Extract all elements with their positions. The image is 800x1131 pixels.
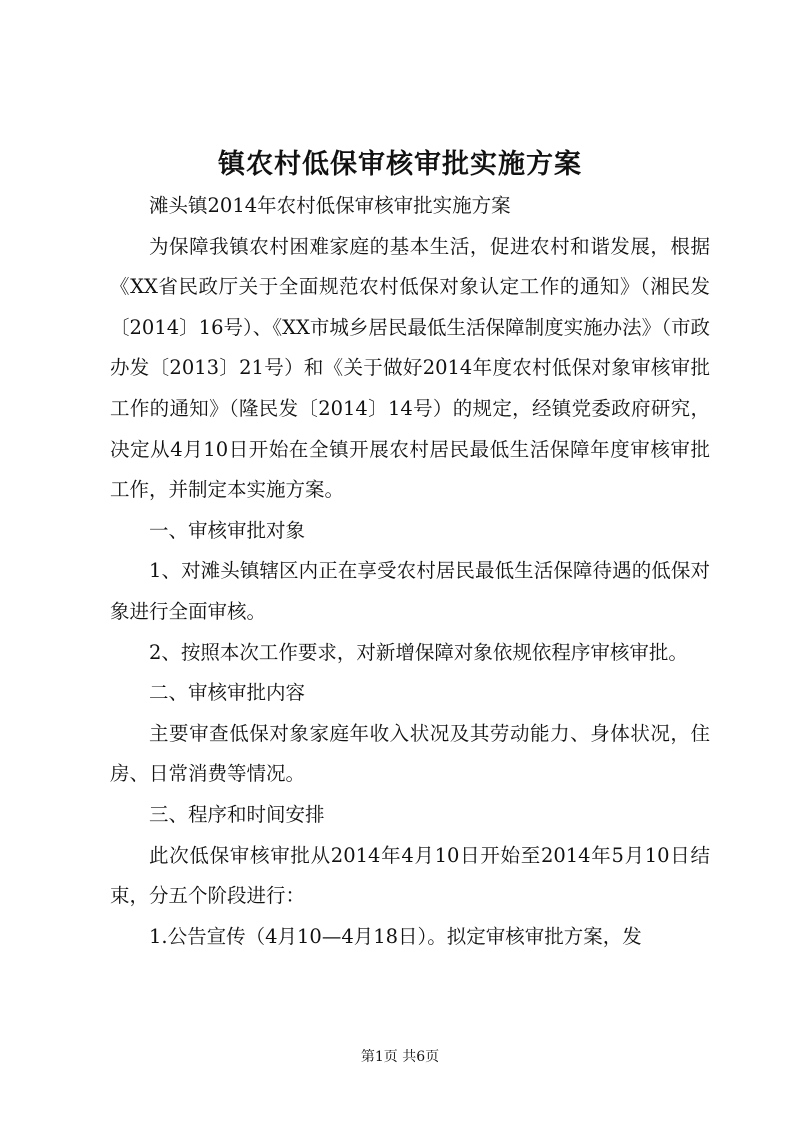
section-heading-1: 一、审核审批对象 [149,518,306,542]
paragraph-item-1: 1、对滩头镇辖区内正在享受农村居民最低生活保障待遇的低保对象进行全面审核。 [110,559,710,623]
section-heading-2: 二、审核审批内容 [149,681,306,705]
document-body [110,186,710,957]
paragraph-phase-1: 1.公告宣传（4月10—4月18日）。拟定审核审批方案，发 [149,924,642,948]
section-heading-3: 三、程序和时间安排 [149,802,325,826]
paragraph-subtitle: 滩头镇2014年农村低保审核审批实施方案 [149,194,511,217]
paragraph-intro: 为保障我镇农村困难家庭的基本生活，促进农村和谐发展，根据《XX省民政厅关于全面规范农村低保对象认定工作的通知》（湘民发〔2014〕16号）、《XX市城乡居民最低生活保障制度实施办法》（市政办发〔2013〕21号）和《关于做好2014年度农村低保对象审核审批工作的通知》（隆民发〔2014〕14号）的规定，经镇党委政府研究，决定从4月10日开始在全镇开展农村居民最低生活保障年度审核审批工作，并制定本实施方案。 [110,234,710,502]
page-footer: 第1页 共6页 [360,1049,440,1065]
paragraph-item-2: 2、按照本次工作要求，对新增保障对象依规依程序审核审批。 [149,640,688,664]
paragraph-content: 主要审查低保对象家庭年收入状况及其劳动能力、身体状况，住房、日常消费等情况。 [110,721,710,786]
document-title: 镇农村低保审核审批实施方案 [218,149,582,180]
paragraph-schedule: 此次低保审核审批从2014年4月10日开始至2014年5月10日结束，分五个阶段进行： [110,843,710,908]
